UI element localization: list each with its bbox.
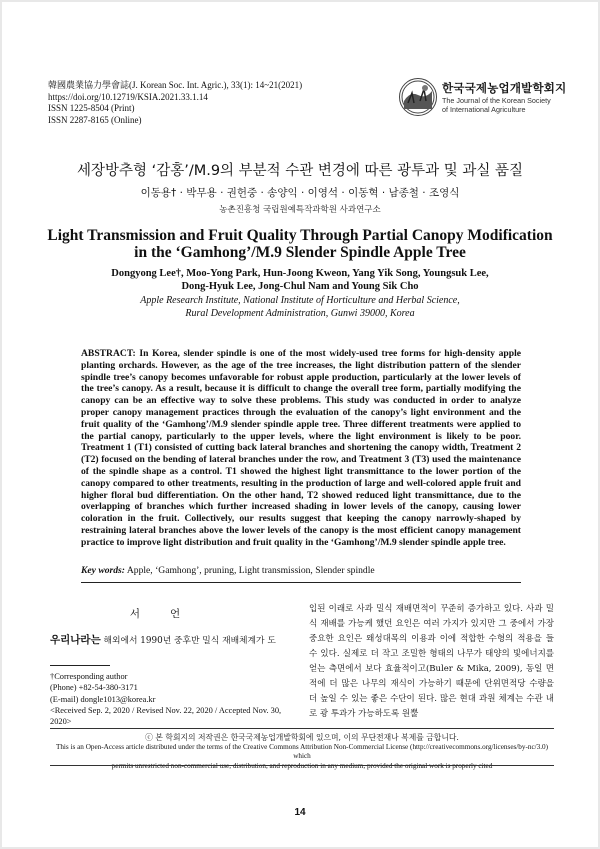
title-english-line2: in the ‘Gamhong’/M.9 Slender Spindle Apple Tree bbox=[134, 244, 466, 261]
affiliation-english-line1: Apple Research Institute, National Institute of Horticulture and Herbal Science, bbox=[140, 295, 460, 306]
authors-english-line1: Dongyong Lee†, Moo-Yong Park, Hun-Joong Kweon, Yang Yik Song, Youngsuk Lee, bbox=[111, 268, 489, 279]
divider bbox=[81, 582, 521, 583]
society-name-en-line1: The Journal of the Korean Society bbox=[442, 96, 551, 105]
author-phone: (Phone) +82-54-380-3171 bbox=[50, 683, 138, 693]
received-dates: <Received Sep. 2, 2020 / Revised Nov. 22, 2020 / Accepted Nov. 30, 2020> bbox=[50, 705, 282, 727]
footnote-divider bbox=[50, 665, 110, 666]
corresponding-author: †Corresponding author bbox=[50, 672, 128, 681]
journal-meta bbox=[48, 80, 302, 126]
page-number: 14 bbox=[294, 807, 306, 818]
doi-link[interactable]: https://doi.org/10.12719/KSIA.2021.33.1.14 bbox=[48, 91, 208, 102]
keywords-label: Key words: bbox=[81, 565, 125, 576]
footnote bbox=[50, 671, 295, 727]
abstract: ABSTRACT: In Korea, slender spindle is one of the most widely-used tree forms for high-density apple planting orchards. However, as the age of the tree increases, the light distribution pattern of the slender spindle tree’s canopy becomes unfavorable for robust apple production, particularly at the lower levels of the tree’s canopy. As a result, because it is difficult to change the overall tree form, partially modifying the canopy can be an effective way to solve these problems. This study was conducted in order to analyze proper canopy management practices through the evaluation of the canopy’s light environment and the fruit quality of the ‘Gamhong’/M.9 slender spindle apple tree. Three different treatments were applied to the partial canopy, particularly to the upper levels, where the light environment is likely to be poor. Treatment 1 (T1) consisted of cutting back lateral branches and shortening the canopy width, Treatment 2 (T2) focused on the bending of lateral branches under the row, and Treatment 3 (T3) used the maintenance of the spindle shape as a control. T1 showed the highest light transmittance to the lower portion of the canopy compared to other treatments, resulting in the production of large and well-colored apple fruit and higher floral bud differentiation. On the other hand, T2 showed reduced light transmittance, due to the overlapping of branches which further increased shading in lower levels of the canopy, causing lower coloration in the fruit. Collectively, our results suggest that keeping the canopy narrowly-shaped by restraining lateral branches above the lower levels of the canopy is the most efficient canopy management practice to improve light distribution and fruit quality in the ‘Gamhong’/M.9 slender spindle apple tree. bbox=[81, 348, 521, 548]
affiliation-korean: 농촌진흥청 국립원예특작과학원 사과연구소 bbox=[219, 205, 381, 215]
issn-print: ISSN 1225-8504 (Print) bbox=[48, 103, 135, 113]
keywords-list: Apple, ‘Gamhong’, pruning, Light transmission, Slender spindle bbox=[126, 565, 375, 576]
divider bbox=[50, 728, 554, 729]
section-heading-introduction: 서언 bbox=[129, 608, 211, 620]
society-name-en-line2: of International Agriculture bbox=[442, 105, 526, 114]
society-name-ko: 한국국제농업개발학회지 bbox=[442, 81, 567, 95]
paper-page bbox=[2, 2, 598, 847]
society-logo bbox=[399, 78, 579, 118]
copyright-license-line2: permits unrestricted non-commercial use, distribution, and reproduction in any medium, provided the original work is properly cited bbox=[111, 761, 493, 770]
copyright-korean: ⓒ 본 학회지의 저작권은 한국국제농업개발학회에 있으며, 이의 무단전재나 복제를 금합니다. bbox=[145, 733, 459, 742]
authors-korean: 이동용† · 박무용 · 권헌중 · 송양익 · 이영석 · 이동혁 · 남종철 · 조영식 bbox=[140, 187, 460, 199]
society-name-en bbox=[442, 96, 551, 114]
society-emblem-icon bbox=[399, 78, 437, 116]
intro-left-column bbox=[50, 633, 290, 649]
authors-english bbox=[2, 267, 598, 293]
author-email[interactable]: (E-mail) dongle1013@korea.kr bbox=[50, 694, 156, 704]
affiliation-english-line2: Rural Development Administration, Gunwi 39000, Korea bbox=[185, 307, 415, 319]
intro-right-text: 입된 이래로 사과 밀식 재배면적이 꾸준히 증가하고 있다. 사과 밀식 재배를 가능케 했던 요인은 여러 가지가 있지만 그 중에서 가장 중요한 요인은 왜성대목의 이용과 이에 적합한 수형의 적용을 들 수 있다. 실제로 더 작고 조밀한 형태의 나무가 태양의 빛에너지를 얻는 측면에서 보다 효율적이고(Buler & Mika, 2009), 동일 면적에 더 많은 나무의 재식이 가능하기 때문에 단위면적당 수량을 더 높일 수 있는 좋은 수단이 된다. 많은 현대 과원 체계는 수관 내로 광 투과가 가능하도록 원뿔 bbox=[309, 604, 554, 719]
title-english bbox=[2, 227, 598, 261]
keywords bbox=[81, 565, 521, 576]
journal-citation: 韓國農業協力學會誌(J. Korean Soc. Int. Agric.), 33(1): 14~21(2021) bbox=[48, 80, 303, 90]
intro-lead-word: 우리나라는 bbox=[50, 634, 101, 646]
intro-left-text: 해외에서 1990년 중후반 밀식 재배체계가 도 bbox=[100, 636, 276, 646]
divider bbox=[50, 765, 554, 766]
title-english-line1: Light Transmission and Fruit Quality Through Partial Canopy Modification bbox=[47, 227, 553, 244]
authors-english-line2: Dong-Hyuk Lee, Jong-Chul Nam and Young Sik Cho bbox=[181, 281, 419, 292]
issn-online: ISSN 2287-8165 (Online) bbox=[48, 114, 142, 125]
copyright-license-line1: This is an Open-Access article distributed under the terms of the Creative Commons Attribution Non-Commercial License (http://creativecommons.org/licenses/by-nc/3.0) which bbox=[55, 742, 549, 760]
title-korean: 세장방추형 ‘감홍’/M.9의 부분적 수관 변경에 따른 광투과 및 과실 품질 bbox=[76, 163, 524, 179]
intro-right-column bbox=[309, 602, 554, 722]
affiliation-english bbox=[2, 295, 598, 320]
